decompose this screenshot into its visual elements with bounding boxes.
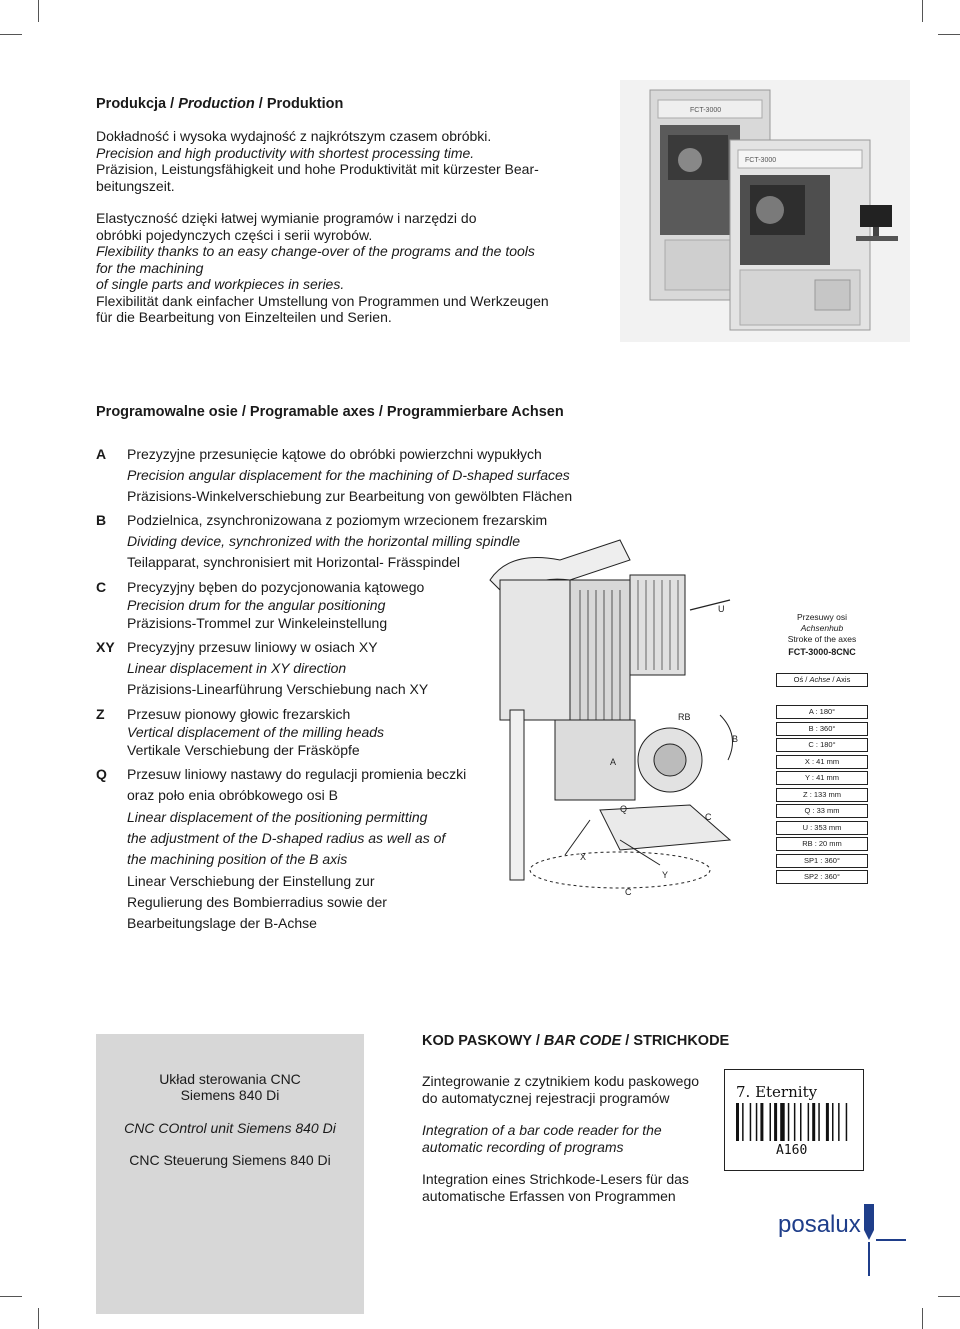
barcode-heading-en: BAR CODE <box>543 1033 622 1049</box>
production-line: obróbki pojedynczych części i serii wyrobów. <box>96 226 373 243</box>
svg-text:U: U <box>718 604 725 614</box>
axis-description-line: Präzisions-Linearführung Verschiebung nach XY <box>127 681 429 697</box>
barcode-text <box>422 1073 712 1204</box>
barcode-heading-de: / STRICHKODE <box>621 1033 730 1049</box>
svg-text:B: B <box>732 734 739 744</box>
barcode-para-de: Integration eines Strichkode-Lesers für das automatische Erfassen von Programmen <box>422 1171 689 1204</box>
production-line: for the machining <box>96 259 204 276</box>
axis-description-line: Dividing device, synchronized with the horizontal milling spindle <box>127 533 520 549</box>
axis-letter: XY <box>96 639 115 655</box>
cnc-box <box>96 1034 364 1314</box>
heading-de: / Produktion <box>254 96 344 112</box>
axis-description-line: Przesuw pionowy głowic frezarskich <box>127 706 351 722</box>
axis-description-line: oraz poło enia obróbkowego osi B <box>127 787 338 804</box>
axis-description-line: Bearbeitungslage der B-Achse <box>127 915 317 932</box>
axis-header-en: / Axis <box>830 675 851 684</box>
barcode-heading <box>422 1033 729 1049</box>
stroke-title-pl: Przesuwy osi <box>796 612 848 622</box>
production-text <box>96 128 576 326</box>
cnc-line-2: Siemens 840 Di <box>180 1087 280 1103</box>
axis-description-line: Precyzyjny przesuw liniowy w osiach XY <box>127 639 378 655</box>
crop-mark <box>38 0 39 22</box>
svg-text:C: C <box>705 812 712 822</box>
stroke-value: U : 353 mm <box>776 821 868 835</box>
barcode-para-en: Integration of a bar code reader for the automatic recording of programs <box>422 1122 662 1155</box>
axis-description-line: Vertical displacement of the milling heads <box>127 724 385 740</box>
axis-letter: C <box>96 579 107 595</box>
axis-description-line: Precision angular displacement for the machining of D-shaped surfaces <box>127 467 570 483</box>
machine-label-left: FCT-3000 <box>690 107 722 114</box>
stroke-value: SP1 : 360° <box>776 854 868 868</box>
production-line: für die Bearbeitung von Einzelteilen und Serien. <box>96 309 392 325</box>
svg-text:C: C <box>625 887 632 897</box>
stroke-value: B : 360° <box>776 722 868 736</box>
barcode-label-bottom: A160 <box>776 1143 808 1158</box>
barcode-label-top: 7. Eternity <box>736 1083 818 1101</box>
stroke-value: RB : 20 mm <box>776 837 868 851</box>
cnc-line-1: Układ sterowania CNC <box>159 1071 301 1087</box>
axis-letter: B <box>96 512 107 528</box>
crop-mark <box>922 0 923 22</box>
axis-description-line: Precision drum for the angular positioning <box>127 597 386 613</box>
heading-en: Production <box>178 96 255 112</box>
stroke-value: A : 180° <box>776 705 868 719</box>
stroke-value: Q : 33 mm <box>776 804 868 818</box>
axis-description-line: the adjustment of the D-shaped radius as well as of <box>127 829 446 846</box>
production-line: Dokładność i wysoka wydajność z najkrótszym czasem obróbki. <box>96 128 492 144</box>
heading-pl: Produkcja / <box>96 96 179 112</box>
axis-header-de: Achse <box>809 675 831 684</box>
cnc-line-3: CNC COntrol unit Siemens 840 Di <box>124 1120 336 1136</box>
svg-text:A: A <box>610 757 617 767</box>
stroke-value: SP2 : 360° <box>776 870 868 884</box>
stroke-table <box>776 612 868 887</box>
stroke-title-en: Stroke of the axes <box>787 634 857 644</box>
axes-diagram <box>470 520 750 900</box>
axis-description-line: Teilapparat, synchronisiert mit Horizontal- Frässpindel <box>127 554 461 570</box>
crop-mark <box>0 1296 22 1297</box>
logo-text: posalux <box>778 1211 861 1238</box>
axes-heading: Programowalne osie / Programable axes / Programmierbare Achsen <box>96 404 564 420</box>
crop-mark <box>938 34 960 35</box>
axis-description-line: Linear Verschiebung der Einstellung zur <box>127 872 375 889</box>
stroke-value: Y : 41 mm <box>776 771 868 785</box>
production-line: Flexibilität dank einfacher Umstellung von Programmen und Werkzeugen <box>96 292 549 309</box>
stroke-value: X : 41 mm <box>776 755 868 769</box>
production-line: of single parts and workpieces in series. <box>96 276 345 292</box>
production-line: Precision and high productivity with shortest processing time. <box>96 144 475 161</box>
production-line: beitungszeit. <box>96 177 175 194</box>
svg-text:Q: Q <box>620 804 628 814</box>
posalux-logo <box>778 1200 908 1285</box>
stroke-values <box>776 705 868 884</box>
axis-description-line: Linear displacement in XY direction <box>127 660 347 676</box>
axis-letter: Z <box>96 706 105 722</box>
crop-mark <box>922 1308 923 1329</box>
stroke-value: Z : 133 mm <box>776 788 868 802</box>
machine-photo <box>620 80 910 342</box>
crop-mark <box>38 1308 39 1329</box>
paragraph-gap <box>96 194 576 210</box>
stroke-model: FCT-3000-8CNC <box>788 647 856 657</box>
stroke-title-de: Achsenhub <box>800 623 844 633</box>
axis-letter: Q <box>96 766 107 782</box>
axis-description-line: Prezyzyjne przesunięcie kątowe do obróbki powierzchni wypukłych <box>127 446 542 462</box>
axis-description-line: Präzisions-Winkelverschiebung zur Bearbeitung von gewölbten Flächen <box>127 488 573 504</box>
axis-description-line: Linear displacement of the positioning permitting <box>127 808 428 825</box>
svg-text:Y: Y <box>662 870 669 880</box>
production-heading <box>96 96 343 112</box>
production-line: Flexibility thanks to an easy change-over of the programs and the tools <box>96 243 535 259</box>
production-line: Elastyczność dzięki łatwej wymianie programów i narzędzi do <box>96 210 477 226</box>
machine-label-right: FCT-3000 <box>745 157 777 164</box>
axis-header-pl: Oś / <box>793 675 810 684</box>
axis-description-line: Precyzyjny bęben do pozycjonowania kątowego <box>127 579 425 595</box>
axis-description-line: Präzisions-Trommel zur Winkeleinstellung <box>127 615 388 631</box>
axis-description-line: Przesuw liniowy nastawy do regulacji promienia beczki <box>127 766 467 782</box>
axis-description-line: the machining position of the B axis <box>127 851 348 868</box>
barcode-image <box>724 1069 864 1171</box>
cnc-line-4: CNC Steuerung Siemens 840 Di <box>129 1152 331 1168</box>
stroke-axis-header <box>776 673 868 687</box>
crop-mark <box>938 1296 960 1297</box>
svg-text:RB: RB <box>678 712 691 722</box>
axis-description-line: Podzielnica, zsynchronizowana z poziomym wrzecionem frezarskim <box>127 512 548 528</box>
stroke-value: C : 180° <box>776 738 868 752</box>
axis-letter: A <box>96 446 107 462</box>
axis-description-line: Regulierung des Bombierradius sowie der <box>127 893 387 910</box>
axis-description-line: Vertikale Verschiebung der Fräsköpfe <box>127 742 360 758</box>
svg-text:X: X <box>580 852 587 862</box>
barcode-para-pl: Zintegrowanie z czytnikiem kodu paskowego do automatycznej rejestracji programów <box>422 1073 700 1106</box>
barcode-heading-pl: KOD PASKOWY / <box>422 1033 544 1049</box>
production-line: Präzision, Leistungsfähigkeit und hohe Produktivität mit kürzester Bear- <box>96 161 539 177</box>
crop-mark <box>0 34 22 35</box>
